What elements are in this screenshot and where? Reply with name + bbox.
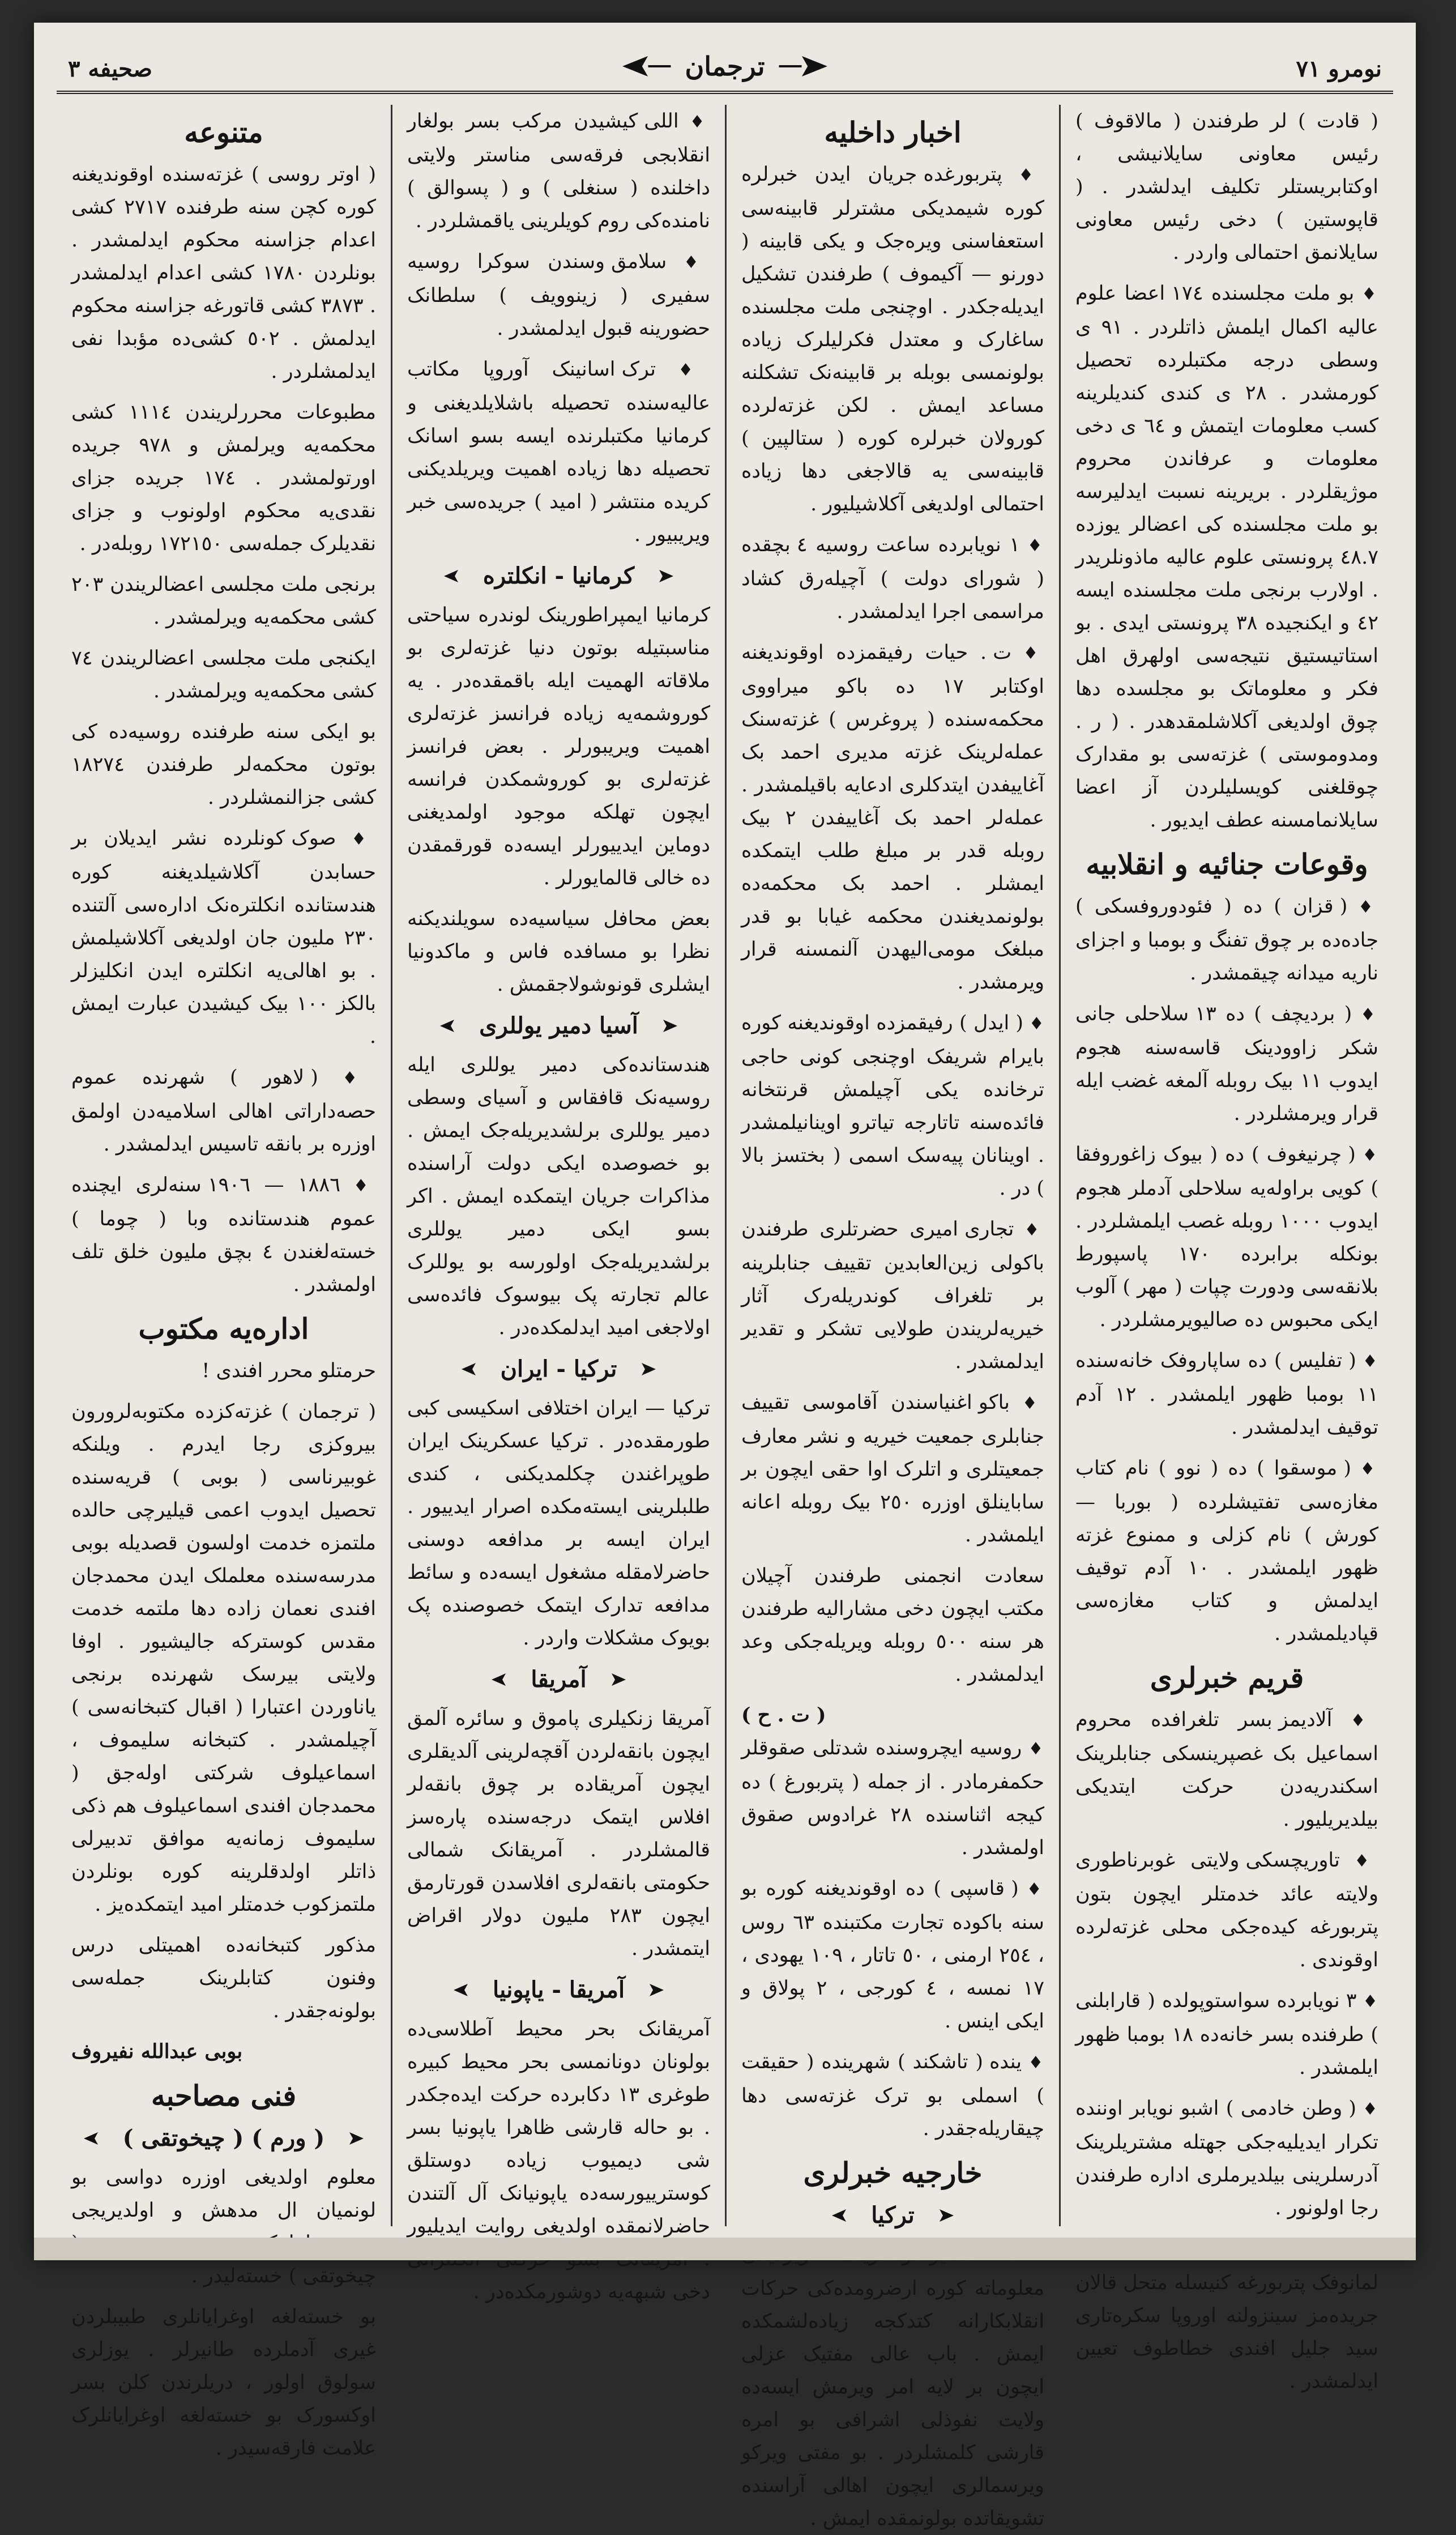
section-headline (71, 2076, 376, 2116)
column-1 (1059, 105, 1393, 2393)
news-paragraph: سعادت انجمنی طرفندن آچیلان مکتب ایچون دخی مشارالیه طرفندن هر سنه ٥٠٠ روبله ویریله‌جکی وعد ایدلمشدر . (741, 1565, 1044, 1686)
news-paragraph: ♦ ١٨٨٦ — ١٩٠٦ سنه‌لری ایچنده عموم هندستانده وبا ( چوما ) خسته‌لغندن ٤ بچق ملیون خلق تلف اولمشدر . (71, 1169, 376, 1301)
news-paragraph: بو ایکی سنه طرفنده روسیه‌ده کی بوتون محکمه‌لر طرفندن ١٨٢٧٤ کشی جزالنمشلردر . (71, 721, 376, 809)
ornament-icon (642, 568, 676, 585)
news-paragraph: ( اوتر روسی ) غزته‌سنده اوقوندیغنه کوره کچن سنه طرفنده ٢٧١٧ کشی اعدام جزاسنه محکوم ایدلمشدر . بونلردن ١٧٨٠ کشی اعدام ایدلمشدر . ٣٨٧٣ کشی قاتورغه جزاسنه محکوم ایدلمش . ٥٠٢ کشی‌ده مؤبدا نفی ایدلمشلردر . (71, 163, 376, 383)
headline-text: وقوعات جنائیه و انقلابیه (1086, 847, 1368, 881)
ornament-icon (451, 1982, 485, 1999)
news-paragraph: ♦ ( تفلیس ) ده ساپاروفک خانه‌سنده ١١ بومبا ظهور ایلمشدر . ١٢ آدم توقیف ایدلمشدر . (1075, 1344, 1378, 1444)
signature: بوبی عبدالله نفیروف (71, 2040, 243, 2063)
news-paragraph: ♦ اللی کیشیدن مرکب بسر بولغار انقلابجی فرقه‌سی مناستر ولایتی داخلنده ( سنغلی ) و ( پسوالق ) نامنده‌کی روم کویلرینی یاقمشلردر . (407, 105, 710, 237)
news-paragraph: آمریقانک بحر محیط آطلاسی‌ده بولونان دونانمسی بحر محیط کبیره طوغری ١٣ دکابرده حرکت ایده‌جکدر . بو حاله قارشی ظاهرا یاپونیا بسر شی دیمیوب زیاده دوستلق کوسترییورسه‌ده یاپونیانک آل آلتندن حاضرلانمقده اولدیغی روایت ایدیلیور دخی شبهه‌یه دوشورمکده‌در . (407, 2018, 711, 2303)
ornament-icon (923, 2207, 957, 2224)
section-headline (741, 113, 1044, 152)
news-paragraph: ♦ آلادیمز بسر تلغرافده محروم اسماعیل بک غصپرینسکی جنابلرینک اسکندریه‌دن حرکت ایتدیکی بیلدیریلیور . (1075, 1703, 1378, 1836)
news-paragraph: معلوم اولدیغی اوزره دواسی بو لونمیان ال مدهش و اولدیریجی چیخوتقی ) خسته‌لیدر . (71, 2166, 376, 2287)
ornament-icon (829, 2207, 863, 2224)
section-subheading (741, 2199, 1044, 2232)
news-paragraph: مطبوعات محررلریندن ١١١٤ کشی محکمه‌یه ویرلمش و ٩٧٨ جریده اورتولمشدر . ١٧٤ جریده جزای نقدی‌یه محکوم اولونوب و جزای نقدیلرک جمله‌سی ١٧٢١٥٠ روبله‌در . (71, 401, 376, 555)
news-paragraph: ( ترجمان ) غزته‌کزده مکتوبه‌لرورون بیروکزی رجا ایدرم . ویلنکه غوبیرناسی ( بوبی ) قریه‌سنده تحصیل ایدوب اعمی قیلیرچی حالده ملتمزه خدمت اولسون قصدیله بوبی مدرسه‌سنده معلملک ایدن محمدجان افندی نعمان زاده دها ملتمه خدمت مقدس کوسترکه جالیشیور . اوفا ولایتی بیرسک شهرنده برنجی یاناوردن اعتبارا ( اقبال کتبخانه‌سی ) آچیلمشدر . کتبخانه سلیموف ، اسماعیلوف شرکتی اوله‌جق ( محمدجان افندی اسماعیلوف هم ذکی سلیموف زمانه‌یه موافق تدبیرلی ذاتلر اولدقلرینه کوره بونلردن ملتمزکوب خدمتلر امید ایتمکده‌یز . (71, 1400, 376, 1916)
paper-title: ترجمان (685, 51, 765, 82)
issue-number: نومرو ٧١ (1296, 56, 1382, 82)
masthead (57, 45, 1393, 94)
ornament-icon (81, 2130, 115, 2147)
news-paragraph: ♦ ترک اسانینک آوروپا مکاتب عالیه‌سنده تحصیله باشلایلدیغنی و کرمانیا مکتبلرنده ایسه بسو اسانک تحصیله دها زیاده اهمیت ویریلدیکنی کرید‌ه منتشر ( امید ) جریده‌سی خبر ویریبیور . (407, 353, 710, 551)
ornament-icon (595, 1671, 629, 1688)
news-paragraph: ♦ روسیه ایچروسنده شدتلی صقوقلر حکمفرمادر . از جمله ( پتربورغ ) ده کیجه اثناسنده ٢٨ غرادوس صقوق اولمشدر . (741, 1732, 1044, 1864)
headline-text: اداره‌یه مکتوب (138, 1312, 309, 1345)
news-paragraph: ♦ ( لاهور ) شهرنده عموم حصه‌داراتی اهالی اسلامیه‌دن اولمق اوزره بر بانقه تاسیس ایدلمشدر . (71, 1061, 376, 1161)
subheading-text: آسیا دمیر یوللری (479, 1012, 638, 1039)
news-paragraph: ♦ ( چرنیغوف ) ده ( بیوک زاغوروفقا ) کویی براوله‌یه سلاحلی آدملر هجوم ایدوب ١٠٠٠ روبله غصب ایلمشلردر . بونکله برابرده ١٧٠ پاسپورط بلانقه‌سی ودورت چپات ( مهر ) آلوب ایکی محبوس ده صالیویرمشلردر . (1075, 1138, 1378, 1336)
section-headline (741, 2153, 1044, 2193)
article-columns (57, 105, 1393, 2530)
news-paragraph: بعض محافل سیاسیه‌ده سویلندیکنه نظرا بو مسافده فاس و ماکدونیا ایشلری قونوشولاجقمش . (407, 908, 710, 996)
news-paragraph: ♦ صوک کونلرده نشر ایدیلان بر حسابدن آکلاشیلدیغنه کوره هندستانده انکلتره‌نک اداره‌سی آلتنده ٢٣٠ ملیون جان اولدیغی آکلاشیلمش . بو اهالی‌یه انکلتره ایدن انکلیزلر بالکز ١٠٠ بیک کیشیدن عبارت ایمش . (71, 822, 376, 1053)
news-paragraph: ♦ ( ایدل ) رفیقمزده اوقوندیغنه کوره بایرام شریفک اوچنجی کونی حاجی ترخانده یکی آچیلمش قرنتخانه فائده‌سنه تاتارجه تیاترو اوینانیلمشدر . اوینانان پیه‌سک اسمی ( بختسز بالا ) در . (741, 1007, 1044, 1205)
news-paragraph: ♦ ت . حیات رفیقمزده اوقوندیغنه اوکتابر ١٧ ده باکو میراووی محکمه‌سنده ( پروغرس ) غزته‌سنک عمله‌لرینک غزته مدیری احمد بک آغاییفدن ایتدکلری ادعایه باقیلمشدر . عمله‌لر احمد بک آغاییفدن ٢ بیک روبله قدر بر مبلغ طلب ایتمکده ایمشلر . احمد بک محکمه‌ده بولونمدیغندن محکمه غیابا بو قدر مبلغک مومی‌الیهدن آلنمسنه قرار ویرمشدر . (741, 636, 1044, 999)
news-paragraph: ♦ معلوماته کوره ارضرومده‌کی حرکات انقلابکارانه کتدکجه زیاده‌لشمکده ایمش . باب عالی مفتیک عزلی ایچون بر لایه امر ویرمش ایسه‌ده ولایت نفوذلی اشرافی بو امره قارشی کلمشلردر . بو مفتی ویرکو ویرسمالری ایچون اهالی آراسنده تشویقاتده بولونمقده ایمش . (741, 2238, 1044, 2535)
ornament-icon (459, 1361, 493, 1378)
subheading-text: آمریقا (531, 1666, 587, 1693)
right-ornament-icon (776, 55, 827, 78)
news-paragraph: ♦ ٣ نویابرده سواستوپولده ( قارابلنی ) طرفنده بسر خانه‌ده ١٨ بومبا ظهور ایلمشدر . (1075, 1984, 1378, 2084)
section-headline (1075, 1658, 1378, 1698)
section-headline (71, 1309, 376, 1349)
news-paragraph: ( قادت ) لر طرفندن ( مالاقوف ) رئیس معاونی سایلانیشی ، اوکتابریستلر تکلیف ایدلشدر . ( قاپوستین ) دخی رئیس معاونی سایلانمق احتمالی واردر . (1075, 110, 1378, 264)
ornament-icon (489, 1671, 523, 1688)
headline-text: متنوعه (184, 116, 263, 149)
section-subheading (407, 559, 710, 593)
news-paragraph: بو خسته‌لغه اوغرایانلری طبیبلردن غیری آدملرده طانیرلر . یوزلری سولوق اولور ، دریلرندن کلن بسر اوکسورک بو خسته‌لغه اوغرایانلرک علامت فارقه‌سیدر . (71, 2306, 376, 2460)
news-paragraph: برنجی ملت مجلسی اعضالریندن ٢٠٣ کشی محکمه‌یه ویرلمشدر . (71, 573, 376, 629)
news-paragraph: آمریقا زنکیلری پاموق و سائره آلمق ایچون بانقه‌لردن آقچه‌لرینی آلدیقلری ایچون آمریقاده بر چوق بانقه‌لر افلاس ایتمک درجه‌سنده پاره‌سز قالمشلردر . آمریقانک شمالی حکومتی بانقه‌لری افلاسدن قورتارمق ایچون ٢٨٣ ملیون دولار اقراض ایتمشدر . (407, 1707, 711, 1960)
ornament-icon (633, 1982, 667, 1999)
news-paragraph: حرمتلو محرر افندی ! (202, 1360, 376, 1382)
column-2 (725, 105, 1059, 2530)
headline-text: خارجیه خبرلری (803, 2156, 983, 2189)
news-paragraph: هندستانده‌کی دمیر یوللری ایله روسیه‌نک قافقاس و آسیای وسطی دمیر یوللری برلشدیریله‌جک ایمش . بو خصوصده ایکی دولت آراسنده مذاکرات جریان ایتمکده ایمش . اکر بسو ایکی دمیر یوللری برلشدیریله‌جک اولورسه بو یوللرک عالم تجارته پک بیوسوک فائده‌سی اولاجغی امید ایدلمکده‌در . (407, 1054, 710, 1339)
news-paragraph: کرمانیا ایمپراطورینک لوندره سیاحتی مناسبتیله بوتون دنیا غزته‌لری بو ملاقاته الهمیت ایله باقمقده‌در . یه کوروشمه‌یه زیاده فرانسز غزته‌لری اهمیت ویریبورلر . بعض فرانسز غزته‌لری بو کوروشمکدن فرانسه ایچون تهلکه موجود اولمدیغنی دوماین ایدییورلر ایسه‌ده قورقمقدن ده خالی قالمایورلر . (407, 604, 710, 889)
news-paragraph: مذکور کتبخانه‌ده اهمیتلی درس وفنون کتابلرینک جمله‌سی بولونه‌جقدر . (71, 1934, 376, 2022)
headline-text: قریم خبرلری (1150, 1661, 1304, 1694)
news-paragraph: ♦ لمانوفک پتربورغه کنیسله متحل قالان جریده‌مز سینزولنه اوروپا سکره‌تاری سید جلیل افندی خطاطوف تعیین ایدلمشدر . (1075, 2232, 1378, 2398)
ornament-icon (625, 1361, 659, 1378)
column-3 (391, 105, 725, 2303)
ornament-icon (441, 568, 475, 585)
subheading-text: ( ورم ) ( چیخوتقی ) (122, 2125, 325, 2151)
section-subheading (71, 2121, 376, 2155)
subheading-text: آمریقا - یاپونیا (492, 1976, 625, 2003)
left-ornament-icon (622, 55, 673, 78)
news-paragraph: ♦ ( قاسپی ) ده اوقوندیغنه کوره بو سنه باکوده تجارت مکتبنده ٦٣ روس ، ٢٥٤ ارمنی ، ٥٠ تاتار ، ١٠٩ یهودی ، ١٧ نمسه ، ٤ کورجی ، ٢ پولاق و ایکی اینس . (741, 1872, 1044, 2038)
news-paragraph: ♦ ینده ( تاشکند ) شهرینده ( حقیقت ) اسملی بو ترک غزته‌سی دها چیقاریله‌جقدر . (741, 2046, 1044, 2145)
section-subheading (407, 1973, 710, 2007)
page-number: صحیفه ٣ (68, 56, 152, 82)
masthead-title-block (622, 51, 827, 82)
news-paragraph: ♦ ( موسقوا ) ده ( نوو ) نام کتاب مغازه‌سی تفتیشلرده ( بوربا — کورش ) نام کزلی و ممنوع غزته ظهور ایلمشدر . ١٠ آدم توقیف ایدلمش و کتاب مغازه‌سی قپادیلمشدر . (1075, 1452, 1378, 1650)
subheading-text: کرمانیا - انکلتره (483, 563, 635, 589)
ornament-icon (646, 1017, 680, 1034)
ornament-icon (332, 2130, 366, 2147)
news-paragraph: ایکنجی ملت مجلسی اعضالریندن ٧٤ کشی محکمه‌یه ویرلمشدر . (71, 647, 376, 702)
news-paragraph: ♦ سلامق وسندن سوکرا روسیه سفیری ( زینوویف ) سلطانک حضورینه قبول ایدلمشدر . (407, 245, 710, 345)
section-headline (1075, 845, 1378, 884)
news-paragraph: ♦ تاوریچسکی ولایتی غوبرناطوری ولایته عائد خدمتلر ایچون بتون پتربورغه کیده‌جکی محلی غزته‌لرده اوقوندی . (1075, 1844, 1378, 1976)
subheading-text: ترکیا - ایران (500, 1356, 617, 1382)
section-subheading (407, 1009, 710, 1043)
news-paragraph: ♦ ( قزان ) ده ( فئودوروفسکی ) جاده‌ده بر چوق تفنگ و بومبا و اجزای ناریه میدانه چیقمشدر . (1075, 890, 1378, 990)
news-paragraph: ترکیا — ایران اختلافی اسکیسی کبی طورمقده‌در . ترکیا عسکرینک ایران طوپراغندن چکلمدیکنی ، کندی طلبلرینی ایسته‌مکده اصرار ایدییور . ایران ایسه بر مدافعه دوسنی حاضرلامقله مشغول ایسه‌ده و سائط مدافعه تدارک ایتمک خصوصنده پک بویوک مشکلات واردر . (407, 1397, 710, 1650)
news-paragraph: ♦ ( بردیچف ) ده ١٣ سلاحلی جانی شکر زاوودینک قاسه‌سنه هجوم ایدوب ١١ بیک روبله آلمغه غضب ایله قرار ویرمشلردر . (1075, 998, 1378, 1130)
newspaper-page (34, 23, 1416, 2530)
news-paragraph: ♦ تجاری امیری حضرتلری طرفندن باکولی زین‌العابدین تقییف جنابلرینه بر تلغراف کوندریله‌رک آثار خیریه‌لریندن طولایی تشکر و تقدیر ایدلمشدر . (741, 1213, 1044, 1378)
ornament-icon (437, 1017, 471, 1034)
section-subheading (407, 1663, 710, 1697)
headline-text: فنی مصاحبه (151, 2079, 297, 2112)
headline-text: اخبار داخلیه (824, 116, 962, 149)
news-paragraph: ♦ ١ نویابرده ساعت روسیه ٤ بچقده ( شورای دولت ) آچیله‌رق کشاد مراسمی اجرا ایدلمشدر . (741, 529, 1044, 628)
news-paragraph: ♦ بو ملت مجلسنده ١٧٤ اعضا علوم عالیه اکمال ایلمش ذاتلردر . ٩١ ی وسطی درجه مکتبلرده تحصیل کورمشدر . ٢٨ ی کندی کندیلرینه کسب معلومات ایتمش و ٦٤ ی دخی معلومات و عرفاندن محروم موژیقلردر . بریرینه نسبت ایدلیرسه بو ملت مجلسنده کی اعضالر یوزده ٤٨.٧ پرونستی علوم عالیه ماذونلریدر . اولارب برنجی ملت مجلسنده ایسه ٤٢ و ایکنجیده ٣٨ پرونستی ایدی . بو استاتیستیق نتیجه‌سی اولهرق اهل فکر و معلوماتک بو مجلسده دها چوق اولدیغی آکلاشلمقدهدر . ( ر . ومدوموستی ) غزته‌سی بو مقدارک چوقلغنی کویسلیلردن آز اعضا سایلانمامسنه عطف ایدیور . (1075, 277, 1378, 837)
subheading-text: ترکیا (871, 2202, 915, 2229)
section-headline (71, 113, 376, 152)
news-paragraph: ♦ ( وطن خادمی ) اشبو نویابر اوننده تکرار ایدیلیه‌جکی جهتله مشتریلرینک آدرسلرینی بیلدیرملری اداره طرفندن رجا اولونور . (1075, 2092, 1378, 2225)
signature: ( ت . ح ) (741, 1703, 826, 1727)
page-footer-strip (34, 2238, 1416, 2260)
column-4 (57, 105, 391, 2460)
news-paragraph: ♦ پتربورغده جریان ایدن خبرلره کوره شیمدیکی مشترلر قابینه‌سی استعفاسنی ویره‌جک و یکی قابینه ( دورنو — آکیموف ) طرفندن تشکیل ایدیله‌جکدر . اوچنجی ملت مجلسنده ساغارک و معتدل فکرلیلرک زیاده بولونمسی بوبله بر قابینه‌نک تشکلنه مساعد ایمش . لکن غزته‌لرده کورولان خبرلره کوره ( ستالپین ) قابینه‌سی یه قالاجغی دها زیاده احتمالی اولدیغی آکلاشیلیور . (741, 158, 1044, 521)
section-subheading (407, 1352, 710, 1386)
news-paragraph: ♦ باکو اغنیاسندن آقاموسی تقییف جنابلری جمعیت خیریه و نشر معارف جمعیتلری و اتلرک اوا حقی ایچون بر ساباینلق اوزره ٢٥٠ بیک روبله اعانه ایلمشدر . (741, 1386, 1044, 1552)
